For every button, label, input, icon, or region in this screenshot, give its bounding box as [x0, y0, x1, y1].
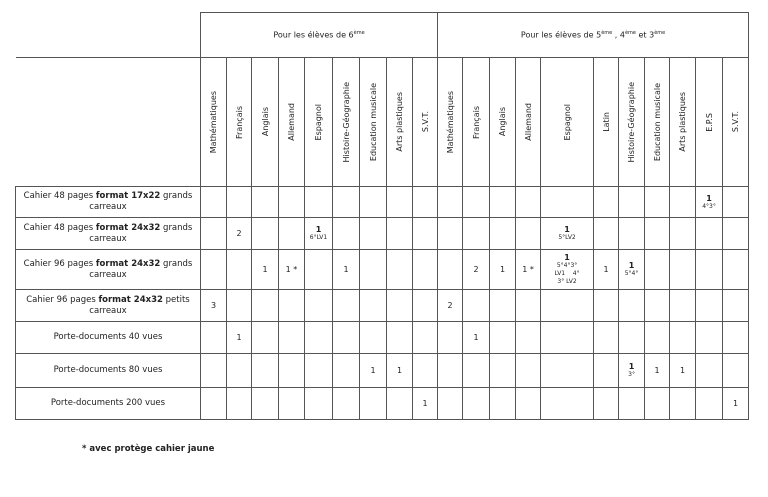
footnote: * avec protège cahier jaune: [82, 444, 215, 454]
empty-cell: [490, 354, 516, 388]
empty-cell: [279, 354, 305, 388]
table-row: [16, 388, 749, 420]
empty-cell: [490, 218, 516, 250]
quantity-cell: 2: [463, 250, 490, 290]
empty-cell: [594, 187, 619, 218]
empty-cell: [516, 187, 541, 218]
empty-cell: [670, 187, 696, 218]
empty-cell: [360, 218, 387, 250]
empty-cell: [387, 322, 413, 354]
empty-cell: [541, 290, 594, 322]
quantity-cell: 1 3°: [619, 354, 645, 388]
empty-cell: [594, 218, 619, 250]
empty-cell: [645, 250, 670, 290]
quantity-cell: 1: [227, 322, 252, 354]
subject-header: Allemand: [279, 58, 305, 187]
subject-header: Anglais: [252, 58, 279, 187]
empty-cell: [438, 354, 463, 388]
empty-cell: [387, 388, 413, 420]
empty-cell: [333, 218, 360, 250]
empty-cell: [696, 388, 723, 420]
empty-cell: [541, 354, 594, 388]
quantity-cell: 1 6°LV1: [305, 218, 333, 250]
subject-header: Allemand: [516, 58, 541, 187]
row-label: Cahier 48 pages format 24x32 grands carreaux: [16, 218, 201, 250]
quantity-cell: 1: [413, 388, 438, 420]
subject-header: Mathématiques: [438, 58, 463, 187]
subject-header: Education musicale: [645, 58, 670, 187]
empty-cell: [252, 388, 279, 420]
empty-cell: [413, 322, 438, 354]
quantity-cell: 1: [670, 354, 696, 388]
subject-header: Education musicale: [360, 58, 387, 187]
empty-cell: [619, 218, 645, 250]
subject-header: Espagnol: [541, 58, 594, 187]
empty-cell: [516, 388, 541, 420]
quantity-cell: 1 *: [516, 250, 541, 290]
empty-cell: [305, 290, 333, 322]
empty-cell: [305, 322, 333, 354]
empty-cell: [387, 218, 413, 250]
empty-cell: [723, 322, 749, 354]
empty-cell: [360, 322, 387, 354]
empty-cell: [463, 218, 490, 250]
empty-cell: [438, 322, 463, 354]
empty-cell: [490, 388, 516, 420]
empty-cell: [279, 290, 305, 322]
empty-cell: [696, 290, 723, 322]
empty-cell: [696, 322, 723, 354]
subject-header: S.V.T.: [723, 58, 749, 187]
empty-cell: [279, 322, 305, 354]
empty-cell: [279, 388, 305, 420]
empty-cell: [201, 322, 227, 354]
empty-cell: [516, 218, 541, 250]
empty-cell: [670, 290, 696, 322]
table-row: [16, 322, 749, 354]
subject-header: Arts plastiques: [670, 58, 696, 187]
quantity-cell: 1 5°4°: [619, 250, 645, 290]
empty-cell: [490, 187, 516, 218]
empty-cell: [201, 218, 227, 250]
empty-cell: [594, 322, 619, 354]
quantity-cell: 1: [723, 388, 749, 420]
empty-cell: [387, 250, 413, 290]
empty-cell: [438, 218, 463, 250]
empty-cell: [333, 388, 360, 420]
empty-cell: [201, 388, 227, 420]
subject-header: S.V.T.: [413, 58, 438, 187]
empty-cell: [227, 354, 252, 388]
quantity-cell: 1 4°3°: [696, 187, 723, 218]
quantity-cell: 1: [645, 354, 670, 388]
empty-cell: [619, 322, 645, 354]
quantity-cell: 1: [594, 250, 619, 290]
empty-cell: [252, 354, 279, 388]
empty-cell: [645, 322, 670, 354]
empty-cell: [645, 388, 670, 420]
empty-cell: [227, 290, 252, 322]
empty-cell: [696, 250, 723, 290]
quantity-cell: 1: [490, 250, 516, 290]
empty-cell: [670, 250, 696, 290]
group-header-5-4-3eme: Pour les élèves de 5ème , 4ème et 3ème: [438, 13, 749, 58]
supplies-table: [15, 12, 749, 420]
empty-cell: [305, 354, 333, 388]
empty-cell: [413, 250, 438, 290]
subject-header: Histoire-Géographie: [619, 58, 645, 187]
empty-cell: [333, 354, 360, 388]
group-header-6eme: Pour les élèves de 6ème: [201, 13, 438, 58]
empty-cell: [645, 218, 670, 250]
table-row: [16, 250, 749, 290]
empty-cell: [438, 187, 463, 218]
subject-header: Histoire-Géographie: [333, 58, 360, 187]
empty-cell: [463, 290, 490, 322]
subject-header: Français: [227, 58, 252, 187]
empty-cell: [360, 187, 387, 218]
quantity-cell: 3: [201, 290, 227, 322]
empty-cell: [438, 388, 463, 420]
subject-header: Français: [463, 58, 490, 187]
empty-cell: [227, 388, 252, 420]
empty-cell: [333, 290, 360, 322]
quantity-cell: 1: [463, 322, 490, 354]
empty-cell: [516, 290, 541, 322]
empty-cell: [619, 187, 645, 218]
empty-cell: [438, 250, 463, 290]
empty-cell: [413, 290, 438, 322]
subject-header: Mathématiques: [201, 58, 227, 187]
row-label: Porte-documents 40 vues: [16, 322, 201, 354]
row-label: Cahier 96 pages format 24x32 petits carreaux: [16, 290, 201, 322]
row-label: Porte-documents 200 vues: [16, 388, 201, 420]
empty-cell: [594, 354, 619, 388]
empty-cell: [516, 354, 541, 388]
empty-cell: [723, 354, 749, 388]
empty-cell: [541, 187, 594, 218]
empty-cell: [619, 290, 645, 322]
empty-cell: [360, 290, 387, 322]
table-row: [16, 187, 749, 218]
empty-cell: [305, 187, 333, 218]
empty-cell: [333, 322, 360, 354]
empty-cell: [723, 290, 749, 322]
empty-cell: [696, 354, 723, 388]
empty-cell: [227, 250, 252, 290]
empty-cell: [516, 322, 541, 354]
empty-cell: [305, 388, 333, 420]
empty-cell: [645, 290, 670, 322]
empty-cell: [413, 218, 438, 250]
quantity-cell: 1: [333, 250, 360, 290]
empty-cell: [413, 187, 438, 218]
empty-cell: [387, 290, 413, 322]
quantity-cell: 2: [227, 218, 252, 250]
empty-cell: [227, 187, 252, 218]
empty-cell: [619, 388, 645, 420]
empty-cell: [670, 388, 696, 420]
empty-cell: [201, 250, 227, 290]
empty-cell: [594, 388, 619, 420]
empty-cell: [252, 290, 279, 322]
empty-cell: [333, 187, 360, 218]
empty-cell: [645, 187, 670, 218]
quantity-cell: 2: [438, 290, 463, 322]
quantity-cell: 1 5°LV2: [541, 218, 594, 250]
subject-header: Arts plastiques: [387, 58, 413, 187]
empty-cell: [252, 322, 279, 354]
empty-cell: [696, 218, 723, 250]
subject-header: Espagnol: [305, 58, 333, 187]
subject-header: Latin: [594, 58, 619, 187]
row-label: Porte-documents 80 vues: [16, 354, 201, 388]
corner-cell: [16, 58, 201, 187]
empty-cell: [387, 187, 413, 218]
subject-header: E.P.S: [696, 58, 723, 187]
row-label: Cahier 48 pages format 17x22 grands carreaux: [16, 187, 201, 218]
empty-cell: [723, 218, 749, 250]
empty-cell: [594, 290, 619, 322]
empty-cell: [723, 187, 749, 218]
empty-cell: [360, 250, 387, 290]
quantity-cell: 1: [387, 354, 413, 388]
empty-cell: [305, 250, 333, 290]
quantity-cell: 1 *: [279, 250, 305, 290]
table-row: [16, 290, 749, 322]
empty-cell: [463, 187, 490, 218]
empty-cell: [252, 218, 279, 250]
row-label: Cahier 96 pages format 24x32 grands carreaux: [16, 250, 201, 290]
empty-cell: [360, 388, 387, 420]
empty-cell: [201, 354, 227, 388]
empty-cell: [201, 187, 227, 218]
empty-cell: [463, 388, 490, 420]
empty-cell: [463, 354, 490, 388]
empty-cell: [670, 218, 696, 250]
quantity-cell: 1 5°4°3° LV1 4° 3° LV2: [541, 250, 594, 290]
empty-cell: [541, 388, 594, 420]
quantity-cell: 1: [252, 250, 279, 290]
empty-cell: [723, 250, 749, 290]
empty-cell: [541, 322, 594, 354]
empty-cell: [252, 187, 279, 218]
empty-cell: [670, 322, 696, 354]
table-row: [16, 354, 749, 388]
empty-cell: [490, 322, 516, 354]
table-row: [16, 218, 749, 250]
quantity-cell: 1: [360, 354, 387, 388]
empty-cell: [279, 187, 305, 218]
empty-cell: [490, 290, 516, 322]
empty-cell: [279, 218, 305, 250]
corner-cell: [16, 13, 201, 58]
empty-cell: [413, 354, 438, 388]
subject-header: Anglais: [490, 58, 516, 187]
